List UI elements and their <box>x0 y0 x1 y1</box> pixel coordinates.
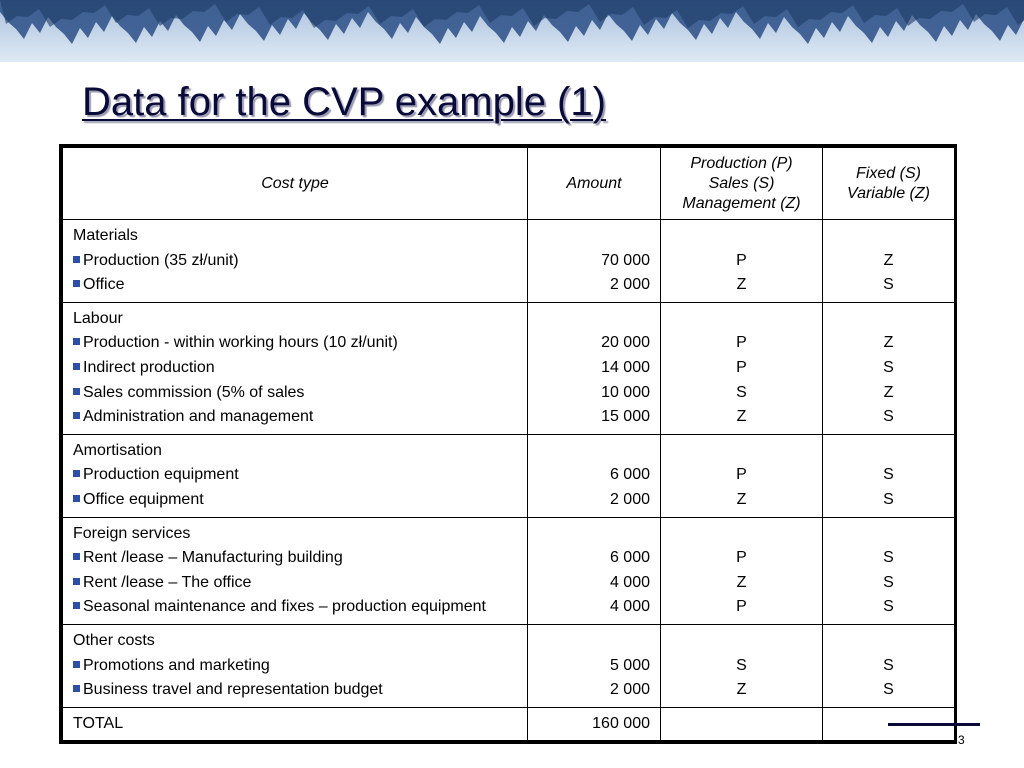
header-line: Sales (S) <box>708 174 775 192</box>
group-name: Amortisation <box>73 441 162 459</box>
group-materials <box>63 220 955 303</box>
slide-title: Data for the CVP example (1) <box>82 80 606 124</box>
group-name: Other costs <box>73 631 155 649</box>
psz-value: Z <box>736 573 747 591</box>
psz-value: Z <box>736 681 747 699</box>
list-item: Seasonal maintenance and fixes – production equipment <box>73 595 517 620</box>
list-item: Office equipment <box>73 488 517 513</box>
list-item: Indirect production <box>73 356 517 381</box>
amount-value: 4 000 <box>609 598 650 616</box>
group-foreign-services <box>63 517 955 624</box>
cvp-data-table <box>59 144 957 744</box>
psz-value: S <box>736 656 747 674</box>
amount-value: 20 000 <box>601 334 650 352</box>
header-line: Fixed (S) <box>856 164 921 182</box>
total-label: TOTAL <box>73 714 124 732</box>
header-cost-type: Cost type <box>63 148 528 220</box>
amount-value: 70 000 <box>601 251 650 269</box>
list-item: Administration and management <box>73 405 517 430</box>
psz-value: Z <box>736 276 747 294</box>
amount-value: 4 000 <box>609 573 650 591</box>
amount-value: 14 000 <box>601 358 650 376</box>
list-item: Production (35 zł/unit) <box>73 249 517 274</box>
list-item: Promotions and marketing <box>73 654 517 679</box>
header-banner <box>0 0 1024 62</box>
psz-value: P <box>736 334 747 352</box>
fv-value: S <box>883 466 894 484</box>
psz-value: P <box>736 549 747 567</box>
fv-value: Z <box>883 334 894 352</box>
psz-value: Z <box>736 408 747 426</box>
fv-value: S <box>883 358 894 376</box>
header-amount: Amount <box>528 148 661 220</box>
header-line: Variable (Z) <box>847 184 930 202</box>
amount-value: 15 000 <box>601 408 650 426</box>
group-name: Foreign services <box>73 524 191 542</box>
psz-value: P <box>736 598 747 616</box>
psz-value: Z <box>736 490 747 508</box>
group-name: Materials <box>73 227 138 244</box>
psz-value: S <box>736 383 747 401</box>
list-item: Production equipment <box>73 463 517 488</box>
amount-value: 10 000 <box>601 383 650 401</box>
fv-value: Z <box>883 383 894 401</box>
fv-value: S <box>883 598 894 616</box>
fv-value: Z <box>883 251 894 269</box>
fv-value: S <box>883 490 894 508</box>
fv-value: S <box>883 408 894 426</box>
banner-texture <box>0 0 1024 62</box>
group-other-costs <box>63 624 955 707</box>
fv-value: S <box>883 276 894 294</box>
fv-value: S <box>883 573 894 591</box>
fv-value: S <box>883 681 894 699</box>
fv-value: S <box>883 549 894 567</box>
total-amount: 160 000 <box>592 714 650 732</box>
list-item: Office <box>73 273 517 298</box>
amount-value: 2 000 <box>609 490 650 508</box>
group-name: Labour <box>73 309 123 327</box>
psz-value: P <box>736 358 747 376</box>
list-item: Rent /lease – The office <box>73 571 517 596</box>
fv-value: S <box>883 656 894 674</box>
psz-value: P <box>736 251 747 269</box>
amount-value: 6 000 <box>609 549 650 567</box>
list-item: Business travel and representation budget <box>73 678 517 703</box>
header-production-sales-management <box>661 148 823 220</box>
header-line: Production (P) <box>690 154 793 172</box>
header-line: Management (Z) <box>682 194 801 212</box>
amount-value: 6 000 <box>609 466 650 484</box>
psz-value: P <box>736 466 747 484</box>
amount-value: 5 000 <box>609 656 650 674</box>
group-amortisation <box>63 434 955 517</box>
amount-value: 2 000 <box>609 276 650 294</box>
header-fixed-variable <box>823 148 955 220</box>
group-labour <box>63 302 955 434</box>
footer-accent-line <box>888 723 980 726</box>
list-item: Sales commission (5% of sales <box>73 381 517 406</box>
amount-value: 2 000 <box>609 681 650 699</box>
list-item: Production - within working hours (10 zł/unit) <box>73 331 517 356</box>
total-row <box>63 707 955 741</box>
page-number: 3 <box>958 733 965 747</box>
table-header-row <box>63 148 955 220</box>
list-item: Rent /lease – Manufacturing building <box>73 546 517 571</box>
